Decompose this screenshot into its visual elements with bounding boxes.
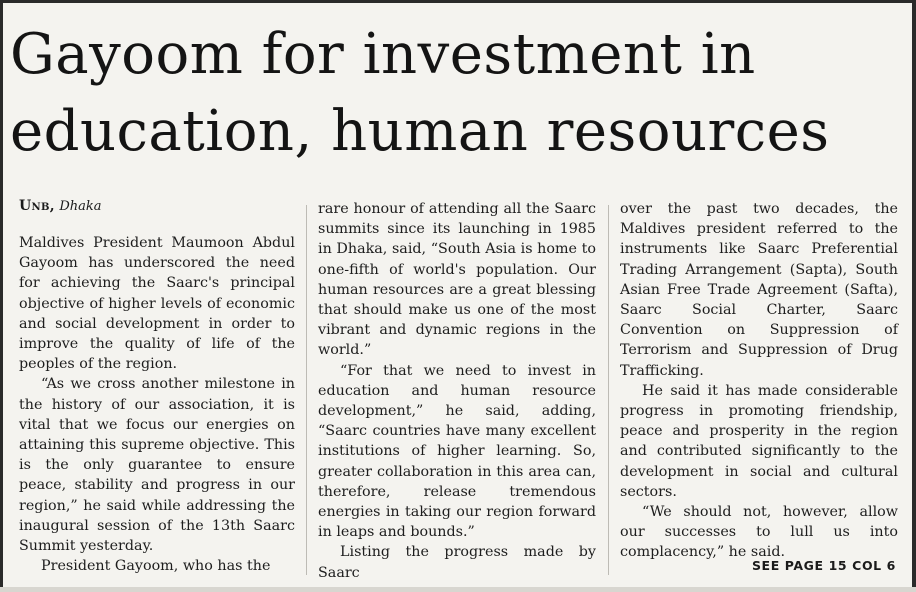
article-column-1 bbox=[19, 233, 295, 576]
byline-place: Dhaka bbox=[59, 199, 102, 214]
column-divider-1 bbox=[306, 205, 307, 575]
article-column-2 bbox=[318, 199, 596, 583]
continuation-reference: SEE PAGE 15 COL 6 bbox=[751, 558, 896, 573]
article-column-3 bbox=[620, 199, 898, 563]
frame-left-border bbox=[0, 0, 3, 592]
frame-top-border bbox=[0, 0, 916, 3]
headline bbox=[10, 16, 910, 170]
column-2-paragraph-1: rare honour of attending all the Saarc summits since its launching in 1985 in Dhaka, said, “South Asia is home to one-fifth of world's population. Our human resources are a great blessing that should make us one of the most vibrant and dynamic regions in the world.” bbox=[318, 201, 596, 359]
byline bbox=[19, 197, 102, 216]
column-1-paragraph-2: “As we cross another milestone in the history of our association, it is vital that we focus our energies on attaining this supreme objective. This is the only guarantee to ensure peace, stability and progress in our region,” he said while addressing the inaugural session of the 13th Saarc Summit yesterday. bbox=[19, 376, 295, 555]
column-3-paragraph-3: “We should not, however, allow our successes to lull us into complacency,” he said. bbox=[620, 504, 898, 561]
frame-bottom-edge bbox=[0, 587, 916, 592]
byline-agency: Unb, bbox=[19, 198, 55, 214]
frame-right-border bbox=[912, 0, 916, 592]
column-3-paragraph-1: over the past two decades, the Maldives president referred to the instruments like Saarc Preferential Trading Arrangement (Sapta), South Asian Free Trade Agreement (Safta), Saarc Social Charter, Saarc Convention on Suppression of Terrorism and Suppression of Drug Trafficking. bbox=[620, 201, 898, 379]
column-divider-2 bbox=[608, 205, 609, 575]
column-1-paragraph-3: President Gayoom, who has the bbox=[41, 558, 271, 575]
column-2-paragraph-3: Listing the progress made by Saarc bbox=[318, 544, 596, 581]
headline-line-1: Gayoom for investment in bbox=[10, 22, 756, 87]
column-2-paragraph-2: “For that we need to invest in education and human resource development,” he said, adding, “Saarc countries have many excellent institutions of higher learning. So, greater collaboration in this area can, therefore, release tremendous energies in taking our region forward in leaps and bounds.” bbox=[318, 362, 596, 541]
column-1-paragraph-1: Maldives President Maumoon Abdul Gayoom has underscored the need for achieving the Saarc's principal objective of higher levels of economic and social development in order to improve the quality of life of the peoples of the region. bbox=[19, 235, 295, 373]
column-3-paragraph-2: He said it has made considerable progress in promoting friendship, peace and prosperity in the region and contributed significantly to the development in social and cultural sectors. bbox=[620, 382, 898, 500]
headline-line-2: education, human resources bbox=[10, 99, 830, 164]
